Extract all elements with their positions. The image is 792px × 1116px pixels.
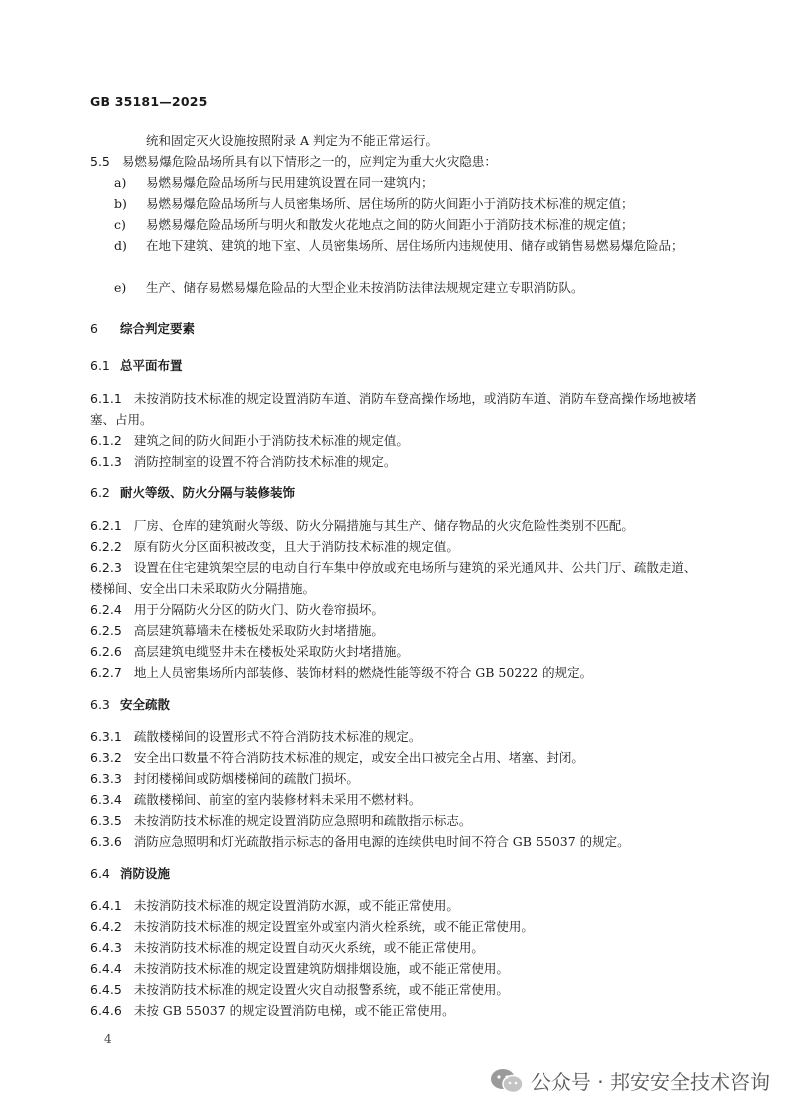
subsection-number: 6.2 [90, 485, 110, 500]
clause-text: 未按消防技术标准的规定设置自动灭火系统，或不能正常使用。 [133, 940, 484, 955]
subsection-heading [90, 355, 183, 376]
clause-text: 消防控制室的设置不符合消防技术标准的规定。 [133, 454, 397, 469]
clause-text: 未按消防技术标准的规定设置消防车道、消防车登高操作场地，或消防车道、消防车登高操作场地被堵塞、占用。 [90, 391, 697, 427]
clause [90, 388, 700, 430]
subsection-number: 6.4 [90, 866, 110, 881]
item-label: a) [114, 175, 127, 190]
clause-number: 6.2.1 [90, 518, 122, 533]
clause-text: 厂房、仓库的建筑耐火等级、防火分隔措施与其生产、储存物品的火灾危险性类别不匹配。 [133, 518, 634, 533]
item-text: 生产、储存易燃易爆危险品的大型企业未按消防法律法规规定建立专职消防队。 [146, 280, 584, 295]
clause [90, 916, 700, 937]
clause [90, 515, 700, 536]
clause-text: 未按消防技术标准的规定设置消防应急照明和疏散指示标志。 [133, 813, 472, 828]
clause [90, 831, 700, 852]
section-heading [90, 318, 195, 339]
clause-text: 建筑之间的防火间距小于消防技术标准的规定值。 [133, 433, 409, 448]
page-number: 4 [104, 1032, 112, 1046]
clause-text: 高层建筑幕墙未在楼板处采取防火封堵措施。 [133, 623, 384, 638]
clause [90, 641, 700, 662]
clause-number: 6.1.1 [90, 391, 122, 406]
clause-number: 5.5 [90, 154, 110, 169]
clause-text: 消防应急照明和灯光疏散指示标志的备用电源的连续供电时间不符合 GB 55037 的规定。 [133, 834, 630, 849]
list-item [90, 193, 700, 214]
clause [90, 979, 700, 1000]
clause [90, 726, 700, 747]
clause [90, 958, 700, 979]
section-number: 6 [90, 321, 98, 336]
clause-5-5 [90, 151, 700, 172]
clause [90, 895, 700, 916]
clause-text: 未按消防技术标准的规定设置消防水源，或不能正常使用。 [133, 898, 459, 913]
subsection-number: 6.3 [90, 697, 110, 712]
clause-text: 未按消防技术标准的规定设置火灾自动报警系统，或不能正常使用。 [133, 982, 509, 997]
subsection-title: 总平面布置 [120, 358, 183, 373]
clause [90, 620, 700, 641]
clause-text: 安全出口数量不符合消防技术标准的规定，或安全出口被完全占用、堵塞、封闭。 [133, 750, 584, 765]
item-text: 在地下建筑、建筑的地下室、人员密集场所、居住场所内违规使用、储存或销售易燃易爆危险品； [146, 238, 684, 253]
clause-number: 6.2.6 [90, 644, 122, 659]
section-title: 综合判定要素 [120, 321, 196, 336]
list-item [90, 214, 700, 235]
standard-header: GB 35181—2025 [90, 94, 208, 109]
clause [90, 1000, 700, 1021]
watermark-text: 公众号 · 邦安安全技术咨询 [530, 1070, 770, 1094]
clause-text: 疏散楼梯间、前室的室内装修材料未采用不燃材料。 [133, 792, 422, 807]
clause-number: 6.4.3 [90, 940, 122, 955]
clause-number: 6.3.5 [90, 813, 122, 828]
subsection-heading [90, 863, 170, 884]
clause-text: 未按消防技术标准的规定设置室外或室内消火栓系统，或不能正常使用。 [133, 919, 534, 934]
clause [90, 662, 700, 683]
clause-text: 地上人员密集场所内部装修、装饰材料的燃烧性能等级不符合 GB 50222 的规定。 [133, 665, 593, 680]
clause-text: 未按 GB 55037 的规定设置消防电梯，或不能正常使用。 [133, 1003, 455, 1018]
item-label: c) [114, 217, 126, 232]
clause-number: 6.3.3 [90, 771, 122, 786]
clause-number: 6.2.2 [90, 539, 122, 554]
clause [90, 599, 700, 620]
clause [90, 768, 700, 789]
subsection-title: 耐火等级、防火分隔与装修装饰 [120, 485, 296, 500]
clause [90, 430, 700, 451]
subsection-number: 6.1 [90, 358, 110, 373]
clause-number: 6.2.7 [90, 665, 122, 680]
subsection-title: 安全疏散 [120, 697, 171, 712]
clause-number: 6.3.1 [90, 729, 122, 744]
clause-number: 6.2.4 [90, 602, 122, 617]
clause-text: 疏散楼梯间的设置形式不符合消防技术标准的规定。 [133, 729, 422, 744]
subsection-heading [90, 694, 170, 715]
clause [90, 789, 700, 810]
clause-text: 设置在住宅建筑架空层的电动自行车集中停放或充电场所与建筑的采光通风井、公共门厅、疏散走道、楼梯间、安全出口未采取防火分隔措施。 [90, 560, 697, 596]
item-label: e) [114, 280, 127, 295]
clause-number: 6.2.3 [90, 560, 122, 575]
clause-text: 封闭楼梯间或防烟楼梯间的疏散门损坏。 [133, 771, 359, 786]
clause-number: 6.3.4 [90, 792, 122, 807]
watermark [489, 1066, 770, 1095]
clause-number: 6.1.2 [90, 433, 122, 448]
subsection-heading [90, 482, 295, 503]
clause-number: 6.3.6 [90, 834, 122, 849]
clause-number: 6.4.2 [90, 919, 122, 934]
clause-number: 6.3.2 [90, 750, 122, 765]
item-text: 易燃易爆危险品场所与明火和散发火花地点之间的防火间距小于消防技术标准的规定值； [146, 217, 634, 232]
clause-number: 6.4.4 [90, 961, 122, 976]
clause [90, 937, 700, 958]
clause-text: 易燃易爆危险品场所具有以下情形之一的，应判定为重大火灾隐患： [121, 154, 497, 169]
clause-number: 6.4.5 [90, 982, 122, 997]
list-item [90, 235, 700, 277]
clause [90, 451, 700, 472]
clause [90, 557, 700, 599]
wechat-icon [489, 1067, 525, 1095]
clause-number: 6.4.6 [90, 1003, 122, 1018]
clause-text: 用于分隔防火分区的防火门、防火卷帘损坏。 [133, 602, 384, 617]
clause-number: 6.4.1 [90, 898, 122, 913]
subsection-title: 消防设施 [120, 866, 171, 881]
item-text: 易燃易爆危险品场所与人员密集场所、居住场所的防火间距小于消防技术标准的规定值； [146, 196, 634, 211]
clause-text: 原有防火分区面积被改变，且大于消防技术标准的规定值。 [133, 539, 459, 554]
clause [90, 536, 700, 557]
item-text: 易燃易爆危险品场所与民用建筑设置在同一建筑内； [146, 175, 434, 190]
clause-number: 6.2.5 [90, 623, 122, 638]
clause-number: 6.1.3 [90, 454, 122, 469]
clause-text: 未按消防技术标准的规定设置建筑防烟排烟设施，或不能正常使用。 [133, 961, 509, 976]
clause [90, 810, 700, 831]
clause [90, 747, 700, 768]
list-item [90, 172, 700, 193]
item-label: d) [114, 238, 127, 253]
item-label: b) [114, 196, 127, 211]
continuation-text: 统和固定灭火设施按照附录 A 判定为不能正常运行。 [146, 133, 438, 148]
list-item [90, 277, 700, 298]
clause-text: 高层建筑电缆竖井未在楼板处采取防火封堵措施。 [133, 644, 409, 659]
